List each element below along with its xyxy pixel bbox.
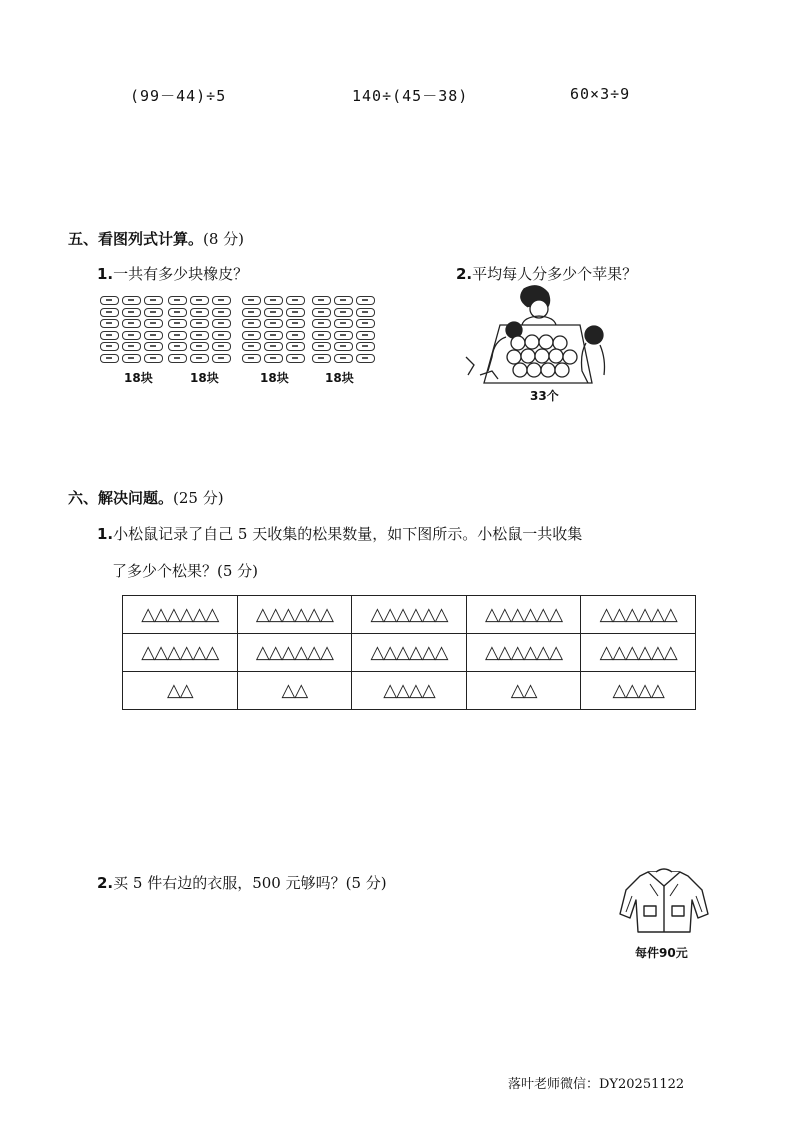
eraser-icon: [190, 296, 209, 305]
jacket-icon: [618, 866, 710, 938]
table-cell: △△△△△△: [466, 596, 581, 634]
section-5-title: 五、看图列式计算。: [68, 230, 204, 248]
eraser-icon: [100, 342, 119, 351]
question-text: 小松鼠记录了自己 5 天收集的松果数量，如下图所示。小松鼠一共收集: [113, 525, 583, 543]
eraser-icon: [312, 319, 331, 328]
table-cell: △△△△△△: [352, 634, 467, 672]
eraser-icon: [242, 296, 261, 305]
section-5-question-1: [97, 263, 248, 284]
eraser-icon: [100, 331, 119, 340]
eraser-group-label-2: 18块: [190, 371, 219, 385]
eraser-icon: [264, 308, 283, 317]
eraser-icon: [144, 331, 163, 340]
eraser-icon: [100, 354, 119, 363]
section-6-question-1-line-2: 了多少个松果？(5 分): [112, 562, 259, 580]
eraser-group-label-4: 18块: [325, 371, 354, 385]
table-cell: △△△△: [581, 672, 696, 710]
eraser-icon: [144, 308, 163, 317]
eraser-icon: [144, 296, 163, 305]
table-cell: △△△△△△: [123, 634, 238, 672]
eraser-icon: [286, 354, 305, 363]
apple-count-label: 33个: [530, 389, 559, 403]
eraser-icon: [168, 342, 187, 351]
eraser-icon: [122, 354, 141, 363]
question-text: 平均每人分多少个苹果？: [472, 265, 638, 283]
eraser-icon: [264, 319, 283, 328]
eraser-icon: [144, 342, 163, 351]
eraser-icon: [212, 319, 231, 328]
eraser-icon: [312, 354, 331, 363]
eraser-icon: [356, 319, 375, 328]
eraser-icon: [122, 319, 141, 328]
section-6-points: (25 分): [173, 489, 224, 507]
eraser-icon: [286, 331, 305, 340]
eraser-icon: [334, 319, 353, 328]
eraser-icon: [264, 331, 283, 340]
eraser-icon: [100, 319, 119, 328]
table-row: [123, 634, 696, 672]
section-6-heading: [68, 487, 224, 508]
eraser-icon: [242, 354, 261, 363]
expression-1: (99－44)÷5: [130, 87, 227, 105]
eraser-icon: [242, 308, 261, 317]
eraser-icon: [312, 308, 331, 317]
eraser-icon: [212, 296, 231, 305]
eraser-icon: [286, 296, 305, 305]
eraser-icon: [334, 296, 353, 305]
eraser-icon: [190, 319, 209, 328]
eraser-icon: [356, 308, 375, 317]
eraser-icon: [122, 331, 141, 340]
eraser-icon: [242, 319, 261, 328]
eraser-icon: [168, 331, 187, 340]
eraser-icon: [190, 342, 209, 351]
eraser-icon: [334, 342, 353, 351]
eraser-icon: [144, 319, 163, 328]
pinecone-record-table: [122, 595, 696, 710]
question-number: 1.: [97, 265, 114, 283]
eraser-icon: [312, 342, 331, 351]
eraser-icon: [190, 308, 209, 317]
eraser-picture: [100, 296, 378, 366]
table-row: [123, 672, 696, 710]
section-6-title: 六、解决问题。: [68, 489, 174, 507]
eraser-icon: [122, 296, 141, 305]
eraser-icon: [144, 354, 163, 363]
eraser-icon: [264, 342, 283, 351]
table-cell: △△△△: [352, 672, 467, 710]
eraser-icon: [286, 319, 305, 328]
eraser-icon: [286, 308, 305, 317]
table-cell: △△△△△△: [466, 634, 581, 672]
question-number: 2.: [456, 265, 473, 283]
table-cell: △△△△△△: [352, 596, 467, 634]
eraser-icon: [212, 342, 231, 351]
eraser-icon: [242, 342, 261, 351]
eraser-group-label-1: 18块: [124, 371, 153, 385]
expression-2: 140÷(45－38): [352, 87, 469, 105]
table-cell: △△△△△△: [237, 596, 352, 634]
eraser-icon: [356, 331, 375, 340]
section-6-question-2: [97, 872, 387, 893]
eraser-icon: [212, 354, 231, 363]
price-label: 每件90元: [635, 946, 688, 960]
table-cell: △△△△△△: [581, 596, 696, 634]
expression-3: 60×3÷9: [570, 85, 631, 103]
eraser-icon: [312, 296, 331, 305]
eraser-icon: [264, 354, 283, 363]
question-number: 1.: [97, 525, 114, 543]
eraser-icon: [168, 308, 187, 317]
eraser-icon: [168, 319, 187, 328]
table-cell: △△: [466, 672, 581, 710]
eraser-icon: [334, 354, 353, 363]
eraser-icon: [212, 308, 231, 317]
eraser-icon: [100, 308, 119, 317]
eraser-icon: [100, 296, 119, 305]
table-cell: △△: [237, 672, 352, 710]
eraser-icon: [190, 331, 209, 340]
eraser-icon: [356, 342, 375, 351]
table-row: [123, 596, 696, 634]
eraser-icon: [264, 296, 283, 305]
eraser-icon: [334, 331, 353, 340]
table-cell: △△△△△△: [123, 596, 238, 634]
eraser-icon: [190, 354, 209, 363]
eraser-icon: [242, 331, 261, 340]
eraser-icon: [122, 308, 141, 317]
section-5-question-2: [456, 263, 637, 284]
eraser-icon: [356, 296, 375, 305]
eraser-icon: [212, 331, 231, 340]
section-5-heading: [68, 228, 244, 249]
question-text: 买 5 件右边的衣服，500 元够吗？(5 分): [113, 874, 387, 892]
section-5-points: (8 分): [203, 230, 245, 248]
table-cell: △△△△△△: [581, 634, 696, 672]
eraser-icon: [168, 296, 187, 305]
table-cell: △△△△△△: [237, 634, 352, 672]
eraser-icon: [312, 331, 331, 340]
eraser-icon: [286, 342, 305, 351]
eraser-icon: [168, 354, 187, 363]
eraser-icon: [122, 342, 141, 351]
apple-sharing-illustration: [462, 285, 620, 390]
eraser-icon: [356, 354, 375, 363]
question-number: 2.: [97, 874, 114, 892]
eraser-group-label-3: 18块: [260, 371, 289, 385]
question-text: 一共有多少块橡皮？: [113, 265, 249, 283]
section-6-question-1-line-1: [97, 523, 582, 544]
footer-contact: 落叶老师微信：DY20251122: [508, 1077, 685, 1092]
eraser-icon: [334, 308, 353, 317]
table-cell: △△: [123, 672, 238, 710]
